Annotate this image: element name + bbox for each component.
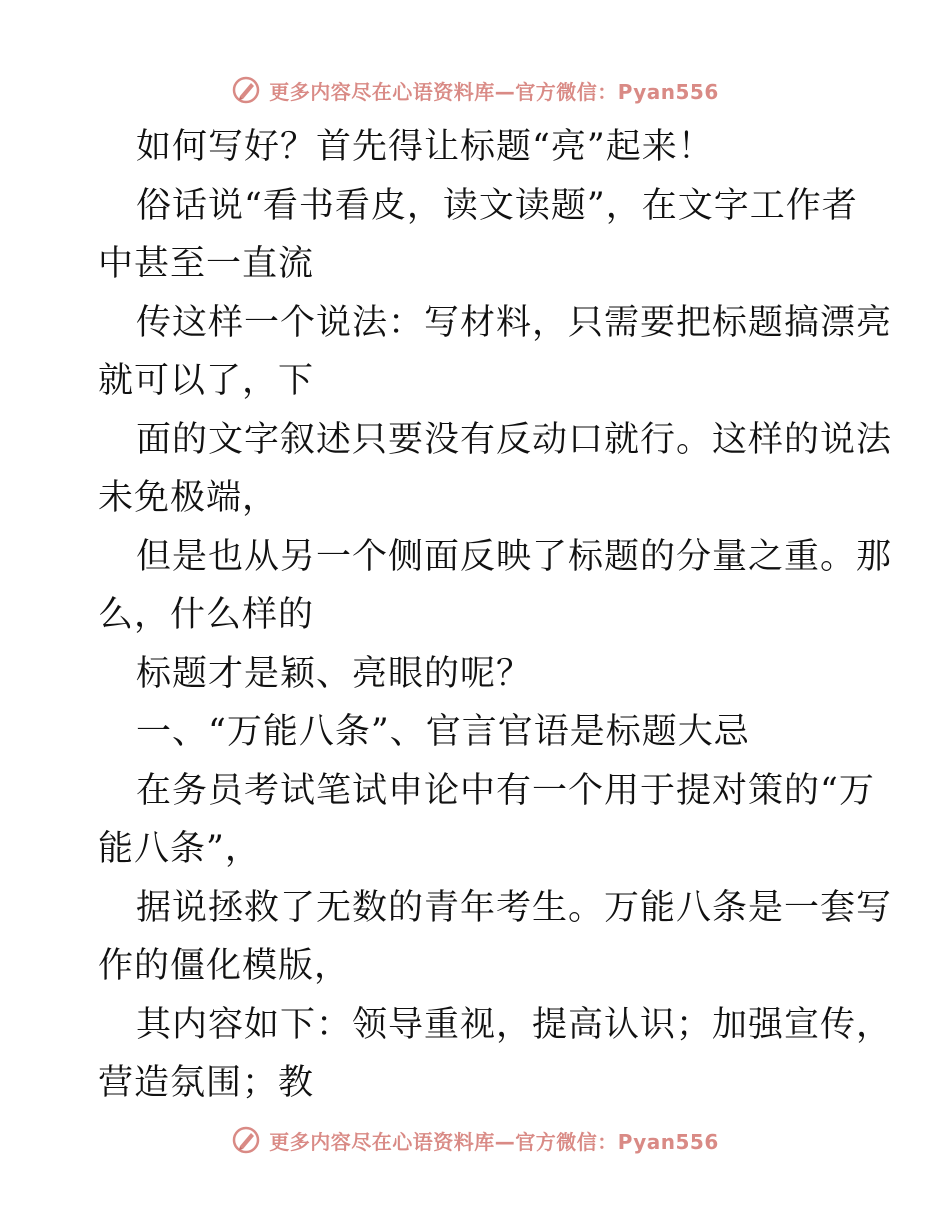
text-line: 面的文字叙述只要没有反动口就行。这样的说法 [136, 419, 893, 460]
footer-watermark-text: 更多内容尽在心语资料库—官方微信：Pyan556 [269, 1129, 719, 1154]
text-line: 中甚至一直流 [98, 244, 315, 284]
text-line: 据说拯救了无数的青年考生。万能八条是一套写 [136, 887, 893, 928]
header-watermark-text: 更多内容尽在心语资料库—官方微信：Pyan556 [269, 79, 719, 104]
text-line: 传这样一个说法：写材料，只需要把标题搞漂亮 [136, 302, 893, 343]
text-line: 么，什么样的 [98, 595, 315, 635]
text-line: 未免极端， [98, 478, 279, 518]
text-line: 能八条”， [98, 829, 261, 869]
header-watermark [0, 70, 950, 110]
footer-watermark [0, 1120, 950, 1160]
pen-logo-icon [231, 1125, 261, 1155]
text-line: 如何写好？首先得让标题“亮”起来！ [136, 127, 714, 167]
text-line: 但是也从另一个侧面反映了标题的分量之重。那 [136, 536, 893, 577]
section-heading: 一、“万能八条”、官言官语是标题大忌 [136, 712, 750, 752]
text-line: 在务员考试笔试申论中有一个用于提对策的“万 [136, 770, 875, 811]
text-line: 俗话说“看书看皮，读文读题”，在文字工作者 [136, 185, 858, 226]
text-line: 作的僵化模版， [98, 946, 351, 986]
text-line: 标题才是颖、亮眼的呢？ [136, 653, 533, 694]
text-line: 就可以了，下 [98, 361, 315, 401]
text-line: 其内容如下：领导重视，提高认识；加强宣传， [136, 1004, 893, 1045]
document-body [98, 118, 893, 1113]
pen-logo-icon [231, 75, 261, 105]
text-line: 营造氛围；教 [98, 1063, 315, 1103]
